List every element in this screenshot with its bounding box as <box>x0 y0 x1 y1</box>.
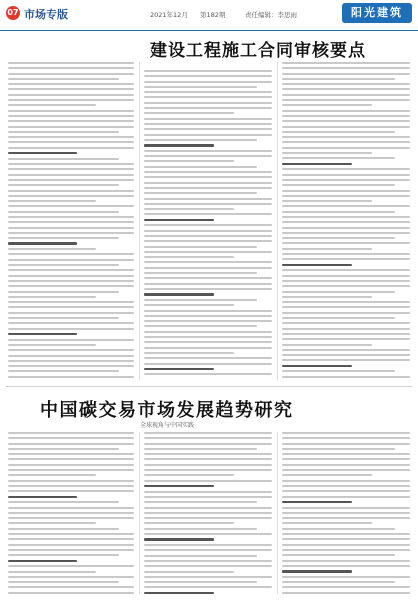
text-line <box>282 474 372 476</box>
text-line <box>282 517 410 519</box>
text-line <box>8 365 134 367</box>
text-line <box>144 357 272 359</box>
text-line <box>282 253 410 255</box>
text-line <box>282 370 395 372</box>
text-line <box>282 469 410 471</box>
text-line <box>8 437 134 439</box>
text-line <box>144 336 272 338</box>
text-line <box>282 232 410 234</box>
text-line <box>282 242 410 244</box>
text-line <box>144 293 214 295</box>
text-line <box>144 171 272 173</box>
text-line <box>144 166 257 168</box>
text-line <box>282 576 410 578</box>
text-line <box>8 147 134 149</box>
text-line <box>8 528 119 530</box>
text-line <box>282 99 410 101</box>
text-line <box>8 571 96 573</box>
text-line <box>144 443 272 445</box>
text-line <box>144 512 272 514</box>
text-line <box>8 131 119 133</box>
text-line <box>282 317 395 319</box>
text-line <box>282 328 410 330</box>
issue-date: 2021年12月 <box>150 11 188 19</box>
text-line <box>8 533 134 535</box>
text-line <box>144 432 272 434</box>
text-line <box>282 141 410 143</box>
text-line <box>282 560 410 562</box>
text-line <box>144 203 272 205</box>
text-line <box>144 246 257 248</box>
text-line <box>8 141 134 143</box>
text-line <box>8 349 134 351</box>
text-line <box>144 230 272 232</box>
text-line <box>144 123 272 125</box>
text-line <box>282 200 372 202</box>
text-line <box>282 83 410 85</box>
text-line <box>8 232 134 234</box>
text-line <box>8 474 96 476</box>
text-line <box>8 62 134 64</box>
text-line <box>282 507 410 509</box>
text-line <box>282 480 410 482</box>
text-line <box>144 560 272 562</box>
text-line <box>8 517 134 519</box>
text-line <box>8 269 134 271</box>
text-line <box>282 533 410 535</box>
text-line <box>144 176 272 178</box>
text-line <box>8 560 77 562</box>
text-line <box>282 301 410 303</box>
text-line <box>8 78 119 80</box>
text-line <box>144 102 272 104</box>
text-line <box>282 296 372 298</box>
page-header <box>0 0 418 31</box>
text-line <box>144 586 272 588</box>
text-line <box>144 347 272 349</box>
text-line <box>282 376 410 378</box>
text-line <box>282 338 410 340</box>
text-line <box>282 227 410 229</box>
text-line <box>282 73 410 75</box>
text-line <box>144 458 272 460</box>
text-line <box>144 235 272 237</box>
text-line <box>144 544 272 546</box>
text-line <box>144 352 234 354</box>
text-line <box>8 94 134 96</box>
text-line <box>282 190 410 192</box>
text-line <box>144 288 272 290</box>
text-line <box>8 432 134 434</box>
text-line <box>8 158 119 160</box>
text-line <box>282 333 410 335</box>
text-line <box>8 317 119 319</box>
text-line <box>282 221 410 223</box>
text-line <box>282 365 352 367</box>
text-line <box>282 179 410 181</box>
text-line <box>144 507 272 509</box>
issue-number: 第182期 <box>200 11 226 19</box>
text-line <box>282 291 395 293</box>
text-line <box>8 522 96 524</box>
text-line <box>144 315 272 317</box>
text-line <box>282 512 410 514</box>
text-line <box>8 549 134 551</box>
article-subtitle-2: 全球视角与中国实践 <box>140 422 195 429</box>
text-line <box>144 139 257 141</box>
text-line <box>144 75 272 77</box>
text-line <box>8 190 134 192</box>
text-line <box>8 576 134 578</box>
article-title-1: 建设工程施工合同审核要点 <box>150 41 366 61</box>
text-line <box>282 581 395 583</box>
text-line <box>282 354 410 356</box>
text-line <box>8 227 134 229</box>
text-line <box>144 182 272 184</box>
text-line <box>282 570 352 572</box>
text-line <box>282 565 410 567</box>
text-line <box>8 512 134 514</box>
newspaper-logo: 阳光建筑 <box>342 3 412 23</box>
text-line <box>144 155 272 157</box>
text-line <box>282 94 410 96</box>
text-line <box>8 355 134 357</box>
text-line <box>144 70 272 72</box>
text-line <box>144 368 214 370</box>
text-line <box>282 120 410 122</box>
text-line <box>282 344 372 346</box>
text-line <box>8 120 134 122</box>
text-line <box>8 581 119 583</box>
text-line <box>282 174 410 176</box>
text-line <box>282 322 410 324</box>
text-line <box>144 310 272 312</box>
text-line <box>8 237 119 239</box>
article-1-column-3 <box>282 62 410 380</box>
text-line <box>282 522 372 524</box>
text-line <box>8 73 134 75</box>
article-2-column-2 <box>144 432 272 594</box>
text-line <box>144 283 272 285</box>
text-line <box>144 256 234 258</box>
text-line <box>144 341 272 343</box>
text-line <box>282 496 410 498</box>
text-line <box>144 528 257 530</box>
text-line <box>144 480 272 482</box>
text-line <box>144 107 272 109</box>
text-line <box>282 136 410 138</box>
text-line <box>8 99 134 101</box>
text-line <box>8 328 134 330</box>
text-line <box>144 373 272 375</box>
text-line <box>8 458 134 460</box>
text-line <box>144 491 272 493</box>
text-line <box>8 168 134 170</box>
text-line <box>144 453 272 455</box>
text-line <box>282 163 352 165</box>
text-line <box>144 219 214 221</box>
text-line <box>144 538 214 540</box>
text-line <box>282 184 395 186</box>
text-line <box>8 253 134 255</box>
text-line <box>8 179 134 181</box>
column-divider <box>139 432 140 594</box>
text-line <box>144 448 257 450</box>
text-line <box>8 115 134 117</box>
text-line <box>282 67 410 69</box>
text-line <box>8 104 96 106</box>
article-1-column-2 <box>144 70 272 380</box>
text-line <box>144 224 272 226</box>
text-line <box>8 544 134 546</box>
text-line <box>282 443 410 445</box>
text-line <box>282 544 410 546</box>
text-line <box>144 144 214 146</box>
text-line <box>144 112 234 114</box>
text-line <box>144 277 272 279</box>
text-line <box>282 168 410 170</box>
text-line <box>8 339 134 341</box>
column-divider <box>277 62 278 380</box>
text-line <box>144 128 272 130</box>
text-line <box>144 240 272 242</box>
text-line <box>282 157 395 159</box>
text-line <box>8 344 96 346</box>
text-line <box>282 264 352 266</box>
text-line <box>144 437 272 439</box>
article-2-column-1 <box>8 432 134 594</box>
column-divider <box>277 432 278 594</box>
article-2-column-3 <box>282 432 410 594</box>
text-line <box>8 174 134 176</box>
text-line <box>8 480 134 482</box>
text-line <box>8 496 77 498</box>
text-line <box>8 152 77 154</box>
text-line <box>144 213 272 215</box>
text-line <box>8 501 119 503</box>
text-line <box>282 126 410 128</box>
text-line <box>144 81 272 83</box>
text-line <box>8 67 134 69</box>
text-line <box>282 349 410 351</box>
text-line <box>282 501 352 503</box>
text-line <box>144 363 272 365</box>
text-line <box>282 485 410 487</box>
text-line <box>144 267 272 269</box>
section-name: 市场专版 <box>24 8 68 21</box>
text-line <box>282 237 395 239</box>
text-line <box>282 280 410 282</box>
text-line <box>282 152 372 154</box>
text-line <box>282 549 410 551</box>
text-line <box>282 147 410 149</box>
text-line <box>8 448 119 450</box>
text-line <box>144 91 272 93</box>
editor-credit: 责任编辑：李思雨 <box>245 11 297 19</box>
text-line <box>282 248 372 250</box>
text-line <box>8 285 134 287</box>
text-line <box>8 538 134 540</box>
text-line <box>8 83 134 85</box>
text-line <box>144 134 272 136</box>
text-line <box>282 586 410 588</box>
text-line <box>144 331 272 333</box>
text-line <box>282 78 395 80</box>
text-line <box>144 299 257 301</box>
text-line <box>144 533 272 535</box>
text-line <box>8 322 134 324</box>
text-line <box>8 485 134 487</box>
text-line <box>8 110 134 112</box>
text-line <box>282 211 395 213</box>
text-line <box>282 104 372 106</box>
text-line <box>144 485 214 487</box>
text-line <box>144 576 272 578</box>
text-line <box>144 565 272 567</box>
text-line <box>144 198 272 200</box>
text-line <box>282 490 410 492</box>
text-line <box>282 131 395 133</box>
text-line <box>282 592 410 594</box>
section-divider <box>6 386 412 387</box>
text-line <box>282 448 395 450</box>
article-title-2: 中国碳交易市场发展趋势研究 <box>40 400 294 421</box>
text-line <box>282 88 410 90</box>
text-line <box>8 306 134 308</box>
text-line <box>8 195 134 197</box>
text-line <box>144 160 234 162</box>
text-line <box>282 458 410 460</box>
text-line <box>8 136 134 138</box>
text-line <box>144 118 272 120</box>
text-line <box>282 62 410 64</box>
text-line <box>144 304 234 306</box>
text-line <box>8 370 119 372</box>
text-line <box>144 272 257 274</box>
text-line <box>144 464 272 466</box>
text-line <box>144 522 234 524</box>
text-line <box>144 592 214 594</box>
text-line <box>8 453 134 455</box>
text-line <box>144 325 257 327</box>
text-line <box>282 258 410 260</box>
text-line <box>8 126 134 128</box>
text-line <box>144 549 272 551</box>
text-line <box>8 490 134 492</box>
text-line <box>8 163 134 165</box>
text-line <box>8 211 119 213</box>
text-line <box>144 187 272 189</box>
text-line <box>144 517 272 519</box>
text-line <box>282 359 410 361</box>
text-line <box>282 110 410 112</box>
text-line <box>282 528 395 530</box>
text-line <box>144 208 234 210</box>
text-line <box>8 242 77 244</box>
text-line <box>144 555 257 557</box>
text-line <box>144 581 257 583</box>
text-line <box>8 586 134 588</box>
text-line <box>144 150 272 152</box>
text-line <box>8 275 134 277</box>
text-line <box>8 469 134 471</box>
text-line <box>144 501 257 503</box>
text-line <box>8 592 134 594</box>
text-line <box>282 269 410 271</box>
text-line <box>282 432 410 434</box>
text-line <box>282 275 410 277</box>
text-line <box>282 464 410 466</box>
text-line <box>8 333 77 335</box>
text-line <box>144 474 234 476</box>
text-line <box>8 264 119 266</box>
text-line <box>282 312 410 314</box>
text-line <box>8 221 134 223</box>
text-line <box>282 115 410 117</box>
text-line <box>282 306 410 308</box>
text-line <box>8 565 134 567</box>
text-line <box>8 360 134 362</box>
text-line <box>8 554 119 556</box>
text-line <box>282 453 410 455</box>
text-line <box>8 443 134 445</box>
text-line <box>8 312 134 314</box>
text-line <box>8 248 96 250</box>
page-number-badge: 07 <box>6 6 20 20</box>
text-line <box>8 88 134 90</box>
text-line <box>282 285 410 287</box>
text-line <box>282 554 395 556</box>
text-line <box>144 261 272 263</box>
text-line <box>282 195 410 197</box>
text-line <box>144 320 272 322</box>
text-line <box>144 496 272 498</box>
text-line <box>144 469 272 471</box>
text-line <box>8 200 96 202</box>
text-line <box>8 296 96 298</box>
text-line <box>8 301 134 303</box>
text-line <box>282 216 410 218</box>
text-line <box>8 216 134 218</box>
text-line <box>8 205 134 207</box>
text-line <box>144 251 272 253</box>
text-line <box>8 376 134 378</box>
text-line <box>144 571 234 573</box>
column-divider <box>139 62 140 380</box>
text-line <box>144 86 257 88</box>
text-line <box>8 291 119 293</box>
text-line <box>8 259 134 261</box>
text-line <box>282 205 410 207</box>
text-line <box>8 464 134 466</box>
text-line <box>8 280 134 282</box>
text-line <box>8 184 119 186</box>
text-line <box>8 507 134 509</box>
article-1-column-1 <box>8 62 134 380</box>
text-line <box>282 538 410 540</box>
text-line <box>144 96 272 98</box>
text-line <box>282 437 410 439</box>
text-line <box>144 192 257 194</box>
